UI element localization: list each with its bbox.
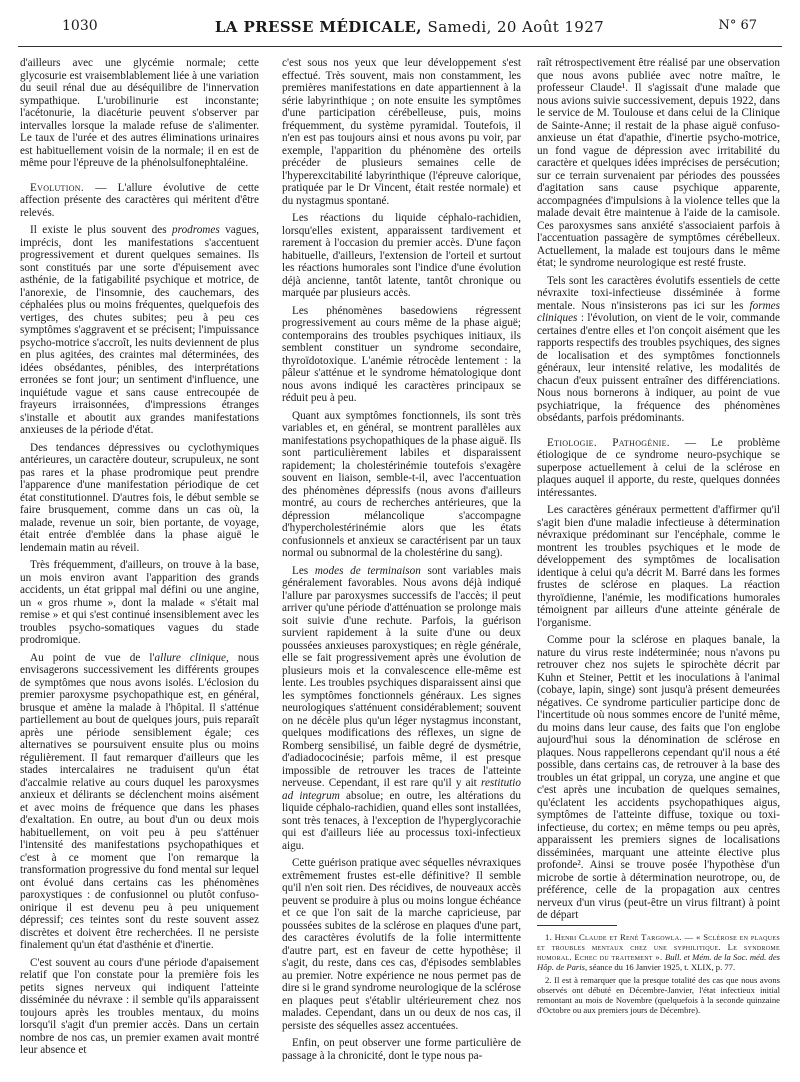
text-column-1 <box>20 57 259 1077</box>
section-heading: Etiologie. Pathogénie. <box>547 436 670 449</box>
emphasis: modes de terminaison <box>314 564 421 577</box>
section-evolution <box>20 182 259 220</box>
paragraph-text: sont variables mais généralement favorables. Nous avons déjà indiqué l'allure par paroxysmes successifs de l'accès; il peut arriver qu'une période d'atténuation se prolonge mais soit suivie d'une rechute. Parfois, la guérison survient rapidement à la suite d'une ou deux poussées anxieuses paroxystiques; en règle générale, elle se fait progressivement après une évolution de plusieurs mois et la convalescence elle-même est lente. Les troubles psychiques disparaissent ainsi que les symptômes fonctionnels généraux. Les signes neurologiques s'atténuent considérablement; souvent on ne décèle plus qu'un léger nystagmus inconstant, quelques modifications des réflexes, un signe de Romberg sensibilisé, un faible degré de dysmétrie, d'adiadococinésie; parfois même, il est presque impossible de retrouver les traces de l'atteinte nerveuse. Cependant, il est rare qu'il y ait <box>282 564 521 789</box>
journal-name: LA PRESSE MÉDICALE, <box>214 18 422 36</box>
section-heading: Evolution. <box>30 181 84 194</box>
paragraph: Cette guérison pratique avec séquelles névraxiques extrêmement frustes est-elle définitive? Il semble qu'il n'en soit rien. Des récidives, de nouveaux accès peuvent se produire à plus ou moins longue échéance et ce que l'on sait de la marche capricieuse, par poussées subites de la sclérose en plaques d'une part, des caractères évolutifs de la folie intermittente d'autre part, est en faveur de cette hypothèse; il s'agit, du reste, dans ces cas, d'épisodes semblables au premier. Notre expérience ne nous permet pas de dire si le grand syndrome neurologique de la sclérose en plaques peut s'établir ultérieurement chez nos malades. Cependant, dans un ou deux de nos cas, il persiste des séquelles assez accentuées. <box>282 857 521 1032</box>
paragraph: d'ailleurs avec une glycémie normale; cette glycosurie est vraisemblablement liée à une variation du seuil rénal due au déséquilibre de l'innervation sympathique. L'urobilinurie est inconstante; l'acétonurie, la diacéturie peuvent s'observer par intervalles lorsque la malade refuse de s'alimenter. Le taux de l'urée et des autres éliminations urinaires est habituellement voisin de la normale; il en est de même pour l'épreuve de la phénolsulfonephtaléine. <box>20 57 259 169</box>
footnote-text: 1. Henri Claude et René Targowla. — « Sclérose en plaques et troubles mentaux chez une syphilitique. Le syndrome humoral. Echec du traitement ». <box>537 932 780 962</box>
paragraph-text: — L'allure évolutive de cette affection présente des caractères qui méritent d'être relevés. <box>20 181 259 219</box>
paragraph: Comme pour la sclérose en plaques banale, la nature du virus reste indéterminée; nous n'avons pu retrouver chez nos sujets le spirochète décrit par Kuhn et Steiner, Pettit et les inoculations à l'animal (cobaye, lapin, singe) sont jusqu'à présent demeurées négatives. Ce syndrome particulier participe donc de l'incertitude où nous sommes encore de l'unité même, du moins dans leur cause, des faits que l'on englobe aujourd'hui sous la dénomination de sclérose en plaques. Nous rappellerons cependant qu'il nous a été possible, dans certains cas, de retrouver à la base des troubles un état grippal, un coryza, une angine et que c'est après une incubation de quelques semaines, qu'éclatent les accidents psychopathiques aigus, symptômes de l'atteinte diffuse, toxique ou toxi-infectieuse, du cortex; en même temps ou peu après, apparaissent les premiers signes de localisations disséminées, marquant une atteinte élective plus profonde². Ainsi se trouve posée l'hypothèse d'un microbe de sortie à détermination neurotrope, ou, de préférence, celle de la propagation aux centres nerveux d'un virus (peut-être un virus filtrant) à point de départ <box>537 634 780 921</box>
paragraph-text: Au point de vue de l' <box>30 651 155 664</box>
paragraph <box>537 275 780 425</box>
emphasis: allure clinique <box>154 651 226 664</box>
footnote-text: séance du 16 Janvier 1925, t. XLIX, p. 77. <box>587 962 736 972</box>
paragraph-text: Il existe le plus souvent des <box>30 224 173 236</box>
paragraph: Des tendances dépressives ou cyclothymiques antérieures, un caractère douteur, scrupuleux, ne sont pas rares et la phase prodromique peut prendre l'apparence d'une manifestation périodique de cet état constitutionnel. D'autres fois, le début semble se faire brusquement, comme dans un cas où, la malade, revenue un soir, bien portante, de voyage, était entrée d'emblée dans la phase aiguë le lendemain matin au réveil. <box>20 441 259 554</box>
issue-date: Samedi, 20 Août 1927 <box>427 18 605 36</box>
journal-title-line <box>62 18 757 36</box>
text-column-3 <box>537 57 780 1077</box>
paragraph <box>20 652 259 952</box>
footnote-1 <box>537 932 780 972</box>
section-etiologie <box>537 437 780 500</box>
paragraph-text: — Le problème étiologique de ce syndrome neuro-psychique se superpose actuellement à celui de la sclérose en plaques auquel il apporte, du reste, quelques données intéressantes. <box>537 436 780 499</box>
paragraph: Les phénomènes basedowiens régressent progressivement au cours même de la phase aiguë; contemporains des troubles psychiques initiaux, ils semblent constituer un syndrome secondaire, thyroïdotoxique. L'anémie rétrocède lentement : la pâleur s'atténue et le syndrome hématologique dont nous avons indiqué les caractères principaux se réduit peu à peu. <box>282 304 521 404</box>
paragraph: Les réactions du liquide céphalo-rachidien, lorsqu'elles existent, apparaissent tardivement et rarement à l'occasion du premier accès. D'une façon habituelle, d'ailleurs, l'extension de l'orteil et surtout les réactions humorales sont l'indice d'une évolution déjà ancienne, tantôt latente, tantôt chronique ou marquée par plusieurs accès. <box>282 212 521 299</box>
paragraph-text: Les <box>292 564 315 577</box>
emphasis: formes cliniques <box>537 299 780 324</box>
paragraph: Enfin, on peut observer une forme particulière de passage à la chronicité, dont le type nous pa- <box>282 1037 521 1062</box>
paragraph-text: vagues, imprécis, dont les manifestations s'accentuent progressivement et durent quelques semaines. Ils sont constitués par une sorte d'épuisement avec asthénie, de la fatigabilité psychique et motrice, de l'anorexie, de l'insomnie, des cauchemars, des céphalées plus ou moins fréquentes, quelquefois des vertiges, des chutes subites; peu à peu ces symptômes s'aggravent et se précisent; l'impuissance psycho-motrice s'accroît, les nuits deviennent de plus en plus agitées, des craintes mal déterminées, des idées obsédantes, pénibles, des interprétations erronées se font jour; un sentiment d'influence, une inquiétude vague et sans cause entrecoupée de frayeurs irraisonnées, d'impressions étranges s'installe et aboutit aux grandes manifestations anxieuses de la période d'état. <box>20 224 259 436</box>
footnote-rule <box>537 925 617 926</box>
page-header <box>62 18 757 38</box>
paragraph: Quant aux symptômes fonctionnels, ils sont très variables et, en général, se montrent parallèles aux manifestations psychopathiques de la phase aiguë. Ils sont particulièrement labiles et disparaissent rapidement; la cholestérinémie toutefois s'exagère souvent en liaison, semble-t-il, avec l'accentuation des phénomènes dépressifs (nous avons d'ailleurs montré, au cours de recherches antérieures, que la dépression mélancolique s'accompagne d'hypercholestérinémie alors que les états confusionnels et anxieux se caractérisent par un taux normal ou subnormal de la cholestérine du sang). <box>282 409 521 559</box>
paragraph-text: , nous envisagerons successivement les différents groupes de symptômes que nous avons isolés. L'éclosion du premier paroxysme psychopathique est, en général, brusque et amène la malade à l'hôpital. Il s'atténue partiellement au bout de quelques jours, puis reparaît après une période sensiblement égale; ces alternatives se poursuivent ensuite plus ou moins régulièrement. Il faut remarquer d'ailleurs que les stades intercalaires ne traduisent qu'un état d'accalmie relative au cours duquel les paroxysmes anxieux et délirants se déclenchent moins aisément et avec moins de fréquence que dans les phases d'exaltation. En outre, au bout d'un ou deux mois habituellement, on voit peu à peu s'atténuer l'intensité des manifestations psychopathiques et c'est à ce moment que l'on remarque la transformation progressive du fond mental sur lequel ont évolué dans certains cas les phénomènes paroxystiques : de confusionnel ou plutôt confuso-onirique il est devenu peu à peu uniquement dépressif; ces teintes sont du reste souvent assez discrètes et doivent être recherchées. Il ne persiste finalement qu'un état d'asthénie et d'inertie. <box>20 651 259 951</box>
footnote-2: 2. Il est à remarquer que la presque totalité des cas que nous avons observés ont débuté en Décembre-Janvier, l'état infectieux initial remontant au mois de Novembre (quelquefois à la seconde quinzaine d'Octobre ou aux premiers jours de Décembre). <box>537 975 780 1015</box>
paragraph <box>20 224 259 437</box>
text-column-2 <box>282 57 521 1077</box>
header-rule <box>18 46 782 47</box>
paragraph: Les caractères généraux permettent d'affirmer qu'il s'agit bien d'une maladie infectieuse à détermination névraxique prédominant sur l'encéphale, comme le montrent les troubles psychiques et le mode de développement des symptômes de localisation identique à celui qu'a décrit M. Barré dans les formes frustes de sclérose en plaques. La réaction thyroïdienne, l'anémie, les modifications humorales témoignent par ailleurs d'une atteinte générale de l'organisme. <box>537 504 780 629</box>
paragraph: c'est sous nos yeux que leur développement s'est effectué. Très souvent, mais non constamment, les premières manifestations en date appartiennent à la série labyrinthique ; on note ensuite les symptômes d'une participation cérébelleuse, puis, moins fréquemment, du système pyramidal. Toutefois, il n'en est pas toujours ainsi et nous avons pu voir, par exemple, l'apparition du phénomène des orteils précéder de plusieurs semaines celle de l'hyperexcitabilité labyrinthique (l'épreuve calorique, pratiquée par le Dr Vincent, était restée normale) et du nystagmus spontané. <box>282 57 521 207</box>
paragraph: C'est souvent au cours d'une période d'apaisement relatif que l'on constate pour la première fois les petits signes nerveux qui indiquent l'atteinte disséminée du névraxe : il semble qu'ils apparaissent toujours après les troubles mentaux, du moins lorsqu'il s'agit d'un premier accès. Dans un certain nombre de nos cas, un premier examen avait montré leur absence et <box>20 956 259 1056</box>
page-number: 1030 <box>62 18 98 34</box>
emphasis: Bull. et Mém. de la Soc. méd. des Hôp. de Paris, <box>537 952 781 972</box>
paragraph: Très fréquemment, d'ailleurs, on trouve à la base, un mois environ avant l'apparition des grands accidents, un état grippal mal défini ou une angine, un « gros rhume », dont la malade « s'était mal remise » et qui s'est continué insensiblement avec les troubles psycho-somatiques vagues du stade prodromique. <box>20 559 259 646</box>
paragraph <box>282 565 521 853</box>
paragraph-text: : l'évolution, on vient de le voir, commande certaines d'entre elles et l'on conçoit aisément que les rapports respectifs des troubles psychiques, des signes de localisation et des symptômes fonctionnels généraux, leur intensité relative, les modalités de chacun d'eux puissent entraîner des différenciations. Nous nous bornerons à indiquer, au point de vue psychiatrique, la fréquence des phénomènes obsédants, parfois prédominants. <box>537 312 780 424</box>
emphasis: prodromes <box>172 224 220 236</box>
paragraph: raît rétrospectivement être réalisé par une observation que nous avons publiée avec notre maître, le professeur Claude¹. Il s'agissait d'une malade que nous avions suivie successivement, depuis 1922, dans le service de M. Toulouse et dans celui de la Clinique de Sainte-Anne; il restait de la phase aiguë confuso-anxieuse un état d'apathie, d'inertie psycho-motrice, un fond vague de dépression avec irritabilité du caractère et quelques idées imprécises de persécution; sur ce terrain survenaient par périodes des poussées d'agitation sans cause psychique apparente, accompagnées d'impulsions à la violence telles que la malade devait être maintenue à l'aide de la camisole. Ces paroxysmes sans anxiété s'associaient parfois à l'accentuation passagère de symptômes cérébelleux. Actuellement, la malade est toujours dans le même état; le syndrome neurologique est resté fruste. <box>537 57 780 269</box>
footnotes <box>537 925 780 1018</box>
paragraph-text: absolue; en outre, les altérations du liquide céphalo-rachidien, quand elles sont installées, sont très tenaces, à l'exception de l'hyperglycorachie qui est d'ailleurs liée au processus toxi-infectieux aigu. <box>282 789 521 852</box>
emphasis: restitutio ad integrum <box>282 777 521 802</box>
paragraph-text: Tels sont les caractères évolutifs essentiels de cette névraxite toxi-infectieuse disséminée à forme mentale. Nous n'insisterons pas ici sur les <box>537 274 780 312</box>
issue-number: N° 67 <box>718 18 757 33</box>
